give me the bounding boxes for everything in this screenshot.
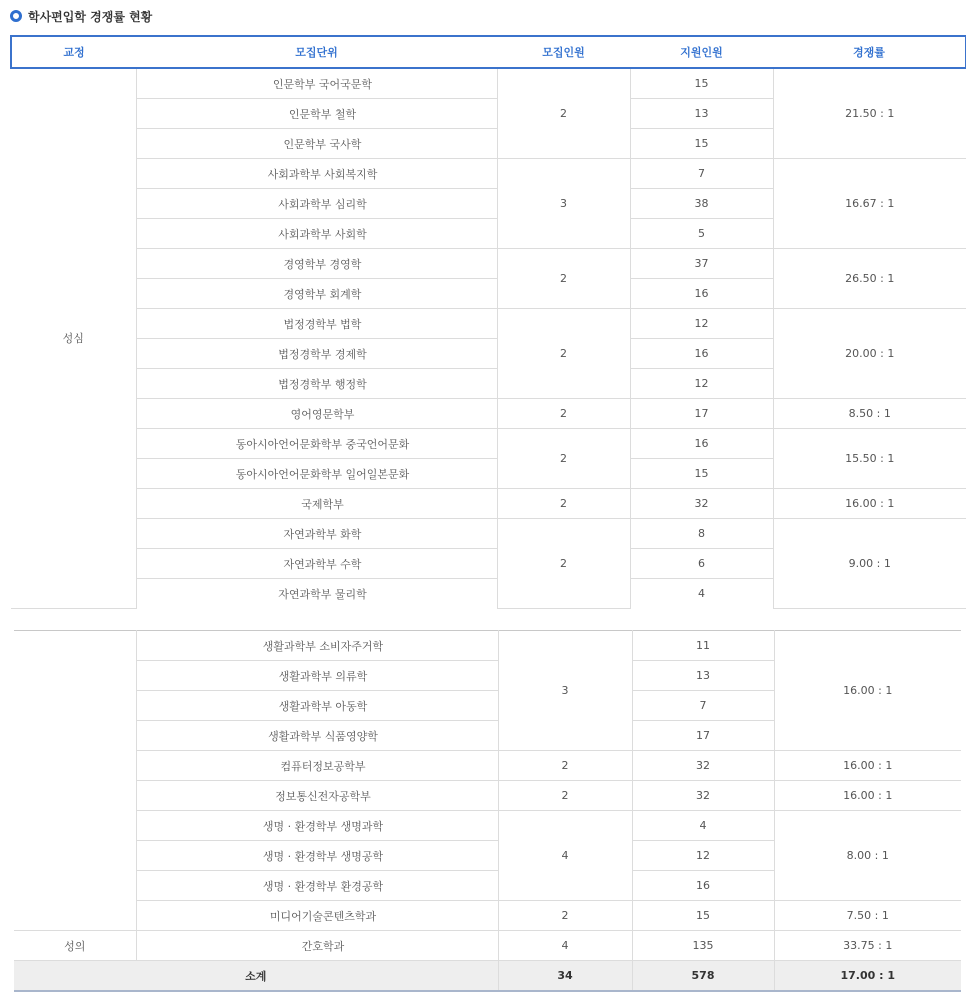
total-ratio: 17.00 : 1 xyxy=(774,961,961,992)
header-applicants: 지원인원 xyxy=(630,36,773,68)
unit-cell: 자연과학부 수학 xyxy=(136,549,497,579)
table-row xyxy=(11,249,966,279)
table-row xyxy=(11,399,966,429)
applicants-cell: 15 xyxy=(630,129,773,159)
unit-cell: 영어영문학부 xyxy=(136,399,497,429)
applicants-cell: 37 xyxy=(630,249,773,279)
applicants-cell: 7 xyxy=(630,159,773,189)
quota-cell: 2 xyxy=(497,309,630,399)
table-row xyxy=(14,901,961,931)
ratio-cell: 8.50 : 1 xyxy=(773,399,966,429)
applicants-cell: 5 xyxy=(630,219,773,249)
quota-cell: 2 xyxy=(497,489,630,519)
total-row xyxy=(14,961,961,992)
table-row xyxy=(14,631,961,661)
applicants-cell: 135 xyxy=(632,931,774,961)
table-row xyxy=(11,519,966,549)
ratio-cell: 9.00 : 1 xyxy=(773,519,966,609)
applicants-cell: 32 xyxy=(632,781,774,811)
unit-cell: 인문학부 철학 xyxy=(136,99,497,129)
applicants-cell: 38 xyxy=(630,189,773,219)
applicants-cell: 17 xyxy=(630,399,773,429)
ratio-cell: 16.00 : 1 xyxy=(774,631,961,751)
total-label: 소계 xyxy=(14,961,498,992)
ratio-cell: 16.00 : 1 xyxy=(774,751,961,781)
applicants-cell: 12 xyxy=(630,369,773,399)
header-unit: 모집단위 xyxy=(136,36,497,68)
quota-cell: 2 xyxy=(497,68,630,159)
table-row xyxy=(11,309,966,339)
applicants-cell: 15 xyxy=(630,68,773,99)
applicants-cell: 17 xyxy=(632,721,774,751)
table-row xyxy=(11,429,966,459)
unit-cell: 동아시아언어문화학부 일어일본문화 xyxy=(136,459,497,489)
unit-cell: 법정경학부 행정학 xyxy=(136,369,497,399)
unit-cell: 경영학부 회계학 xyxy=(136,279,497,309)
quota-cell: 2 xyxy=(497,519,630,609)
total-quota: 34 xyxy=(498,961,632,992)
unit-cell: 국제학부 xyxy=(136,489,497,519)
unit-cell: 경영학부 경영학 xyxy=(136,249,497,279)
campus-cell: 성심 xyxy=(11,68,136,608)
unit-cell: 법정경학부 법학 xyxy=(136,309,497,339)
applicants-cell: 15 xyxy=(630,459,773,489)
unit-cell: 컴퓨터정보공학부 xyxy=(136,751,498,781)
circle-bullet-icon xyxy=(10,10,22,22)
unit-cell: 자연과학부 물리학 xyxy=(136,579,497,609)
unit-cell: 생활과학부 식품영양학 xyxy=(136,721,498,751)
table-row xyxy=(11,489,966,519)
campus-cell: 성의 xyxy=(14,931,136,961)
unit-cell: 사회과학부 사회학 xyxy=(136,219,497,249)
unit-cell: 생명 · 환경학부 환경공학 xyxy=(136,871,498,901)
quota-cell: 2 xyxy=(497,429,630,489)
quota-cell: 2 xyxy=(497,399,630,429)
applicants-cell: 32 xyxy=(630,489,773,519)
unit-cell: 정보통신전자공학부 xyxy=(136,781,498,811)
table-row xyxy=(14,811,961,841)
unit-cell: 간호학과 xyxy=(136,931,498,961)
unit-cell: 동아시아언어문화학부 중국언어문화 xyxy=(136,429,497,459)
ratio-cell: 26.50 : 1 xyxy=(773,249,966,309)
quota-cell: 4 xyxy=(498,931,632,961)
applicants-cell: 13 xyxy=(632,661,774,691)
applicants-cell: 6 xyxy=(630,549,773,579)
applicants-cell: 13 xyxy=(630,99,773,129)
unit-cell: 생명 · 환경학부 생명과학 xyxy=(136,811,498,841)
ratio-cell: 33.75 : 1 xyxy=(774,931,961,961)
applicants-cell: 32 xyxy=(632,751,774,781)
section-title xyxy=(10,7,152,25)
ratio-cell: 20.00 : 1 xyxy=(773,309,966,399)
applicants-cell: 11 xyxy=(632,631,774,661)
applicants-cell: 16 xyxy=(630,279,773,309)
applicants-cell: 8 xyxy=(630,519,773,549)
applicants-cell: 16 xyxy=(630,429,773,459)
ratio-cell: 8.00 : 1 xyxy=(774,811,961,901)
header-quota: 모집인원 xyxy=(497,36,630,68)
quota-cell: 4 xyxy=(498,811,632,901)
header-ratio: 경쟁률 xyxy=(773,36,966,68)
quota-cell: 2 xyxy=(498,751,632,781)
unit-cell: 미디어기술콘텐츠학과 xyxy=(136,901,498,931)
applicants-cell: 4 xyxy=(632,811,774,841)
applicants-cell: 4 xyxy=(630,579,773,609)
table-row xyxy=(14,751,961,781)
applicants-cell: 7 xyxy=(632,691,774,721)
competition-table-bottom xyxy=(14,630,961,992)
unit-cell: 인문학부 국어국문학 xyxy=(136,68,497,99)
unit-cell: 생활과학부 의류학 xyxy=(136,661,498,691)
ratio-cell: 15.50 : 1 xyxy=(773,429,966,489)
quota-cell: 2 xyxy=(498,901,632,931)
ratio-cell: 21.50 : 1 xyxy=(773,68,966,159)
applicants-cell: 12 xyxy=(630,309,773,339)
competition-table-top xyxy=(10,35,966,609)
unit-cell: 자연과학부 화학 xyxy=(136,519,497,549)
ratio-cell: 7.50 : 1 xyxy=(774,901,961,931)
header-campus: 교정 xyxy=(11,36,136,68)
unit-cell: 사회과학부 사회복지학 xyxy=(136,159,497,189)
table-row xyxy=(11,68,966,99)
ratio-cell: 16.00 : 1 xyxy=(774,781,961,811)
ratio-cell: 16.67 : 1 xyxy=(773,159,966,249)
table-row xyxy=(14,931,961,961)
section-title-text: 학사편입학 경쟁률 현황 xyxy=(28,9,153,24)
ratio-cell: 16.00 : 1 xyxy=(773,489,966,519)
unit-cell: 생활과학부 아동학 xyxy=(136,691,498,721)
unit-cell: 사회과학부 심리학 xyxy=(136,189,497,219)
campus-cell-continued xyxy=(14,631,136,931)
table-row xyxy=(11,159,966,189)
header-row xyxy=(11,36,966,68)
table-row xyxy=(14,781,961,811)
total-applicants: 578 xyxy=(632,961,774,992)
unit-cell: 인문학부 국사학 xyxy=(136,129,497,159)
applicants-cell: 12 xyxy=(632,841,774,871)
applicants-cell: 16 xyxy=(630,339,773,369)
quota-cell: 3 xyxy=(497,159,630,249)
unit-cell: 법정경학부 경제학 xyxy=(136,339,497,369)
applicants-cell: 16 xyxy=(632,871,774,901)
applicants-cell: 15 xyxy=(632,901,774,931)
unit-cell: 생활과학부 소비자주거학 xyxy=(136,631,498,661)
unit-cell: 생명 · 환경학부 생명공학 xyxy=(136,841,498,871)
quota-cell: 2 xyxy=(498,781,632,811)
quota-cell: 3 xyxy=(498,631,632,751)
quota-cell: 2 xyxy=(497,249,630,309)
